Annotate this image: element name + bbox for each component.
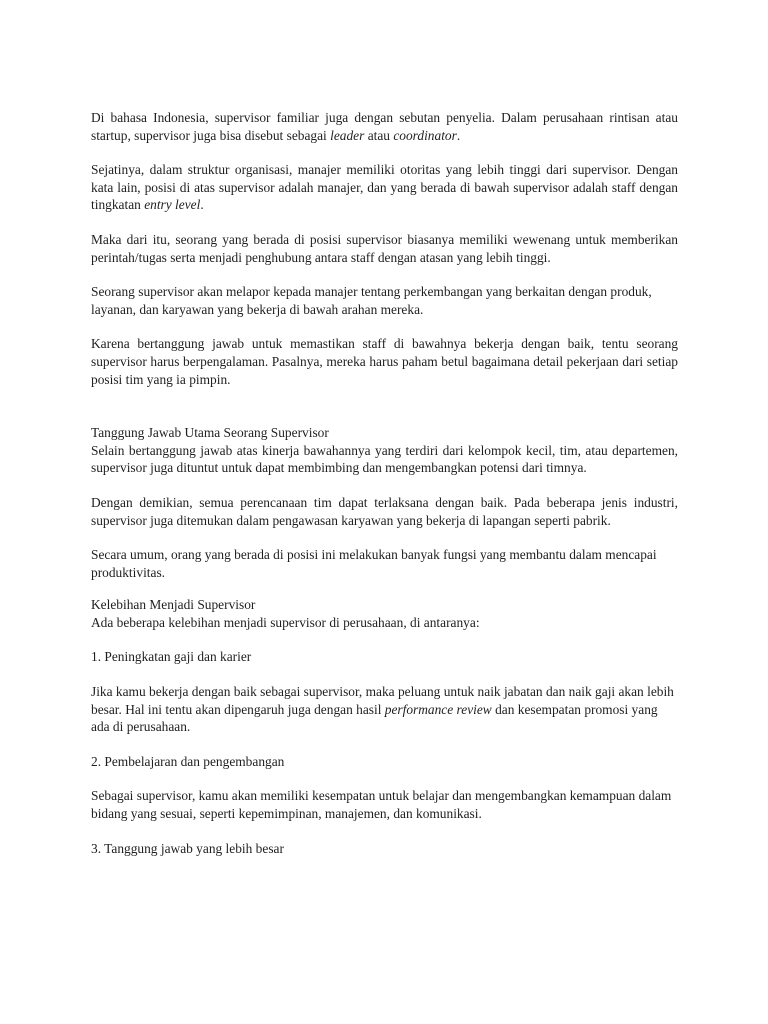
paragraph-text: atau [364,127,394,143]
section-heading-responsibilities: Tanggung Jawab Utama Seorang Supervisor [91,425,329,441]
paragraph-planning: Dengan demikian, semua perencanaan tim dapat terlaksana dengan baik. Pada beberapa jenis industri, supervisor juga ditemukan dalam pengawasan karyawan yang bekerja di lapangan seperti pabrik. [91,494,678,528]
paragraph-text: . [456,127,461,143]
emphasis-entry-level: entry level [144,197,201,213]
paragraph-organization-structure [91,161,678,214]
paragraph-text: Di bahasa Indonesia, supervisor familiar juga dengan sebutan penyelia. Dalam perusahaan rintisan atau startup, supervisor juga bisa disebut sebagai [91,110,678,143]
paragraph-text: . [200,197,204,213]
list-item-learning: 2. Pembelajaran dan pengembangan [91,753,285,769]
paragraph-reporting: Seorang supervisor akan melapor kepada manajer tentang perkembangan yang berkaitan dengan produk, layanan, dan karyawan yang bekerja di bawah arahan mereka. [91,284,652,317]
paragraph-learning: Sebagai supervisor, kamu akan memiliki kesempatan untuk belajar dan mengembangkan kemampuan dalam bidang yang sesuai, seperti kepemimpinan, manajemen, dan komunikasi. [91,788,672,822]
emphasis-coordinator: coordinator [393,127,457,143]
list-item-salary-career: 1. Peningkatan gaji dan karier [91,649,252,665]
paragraph-text: Jika kamu bekerja dengan baik sebagai supervisor, maka peluang untuk naik jabatan dan naik gaji akan lebih besar. Hal ini tentu akan dipengaruh juga dengan hasil [91,684,674,717]
emphasis-leader: leader [330,127,365,143]
emphasis-performance-review: performance review [384,701,492,717]
paragraph-text: dan kesempatan promosi yang ada di perusahaan. [91,701,658,735]
paragraph-text: Sejatinya, dalam struktur organisasi, manajer memiliki otoritas yang lebih tinggi dari supervisor. Dengan kata lain, posisi di atas supervisor adalah manajer, dan yang berada di bawah supervisor adalah staff dengan tingkatan [91,162,678,213]
paragraph-authority: Maka dari itu, seorang yang berada di posisi supervisor biasanya memiliki wewenang untuk memberikan perintah/tugas serta menjadi penghubung antara staff dengan atasan yang lebih tinggi. [91,231,678,265]
paragraph-salary-career [91,683,678,736]
paragraph-responsibilities: Selain bertanggung jawab atas kinerja bawahannya yang terdiri dari kelompok kecil, tim, atau departemen, supervisor juga dituntut untuk dapat membimbing dan mengembangkan potensi dari timnya. [91,442,678,476]
section-heading-advantages: Kelebihan Menjadi Supervisor [91,597,256,613]
paragraph-supervisor-definition [91,109,678,144]
paragraph-experience: Karena bertanggung jawab untuk memastikan staff di bawahnya bekerja dengan baik, tentu seorang supervisor harus berpengalaman. Pasalnya, mereka harus paham betul bagaimana detail pekerjaan dari setiap posisi tim yang ia pimpin. [91,336,678,387]
paragraph-advantages-intro: Ada beberapa kelebihan menjadi supervisor di perusahaan, di antaranya: [91,614,480,630]
list-item-responsibility: 3. Tanggung jawab yang lebih besar [91,840,284,856]
paragraph-functions: Secara umum, orang yang berada di posisi ini melakukan banyak fungsi yang membantu dalam mencapai produktivitas. [91,547,657,580]
